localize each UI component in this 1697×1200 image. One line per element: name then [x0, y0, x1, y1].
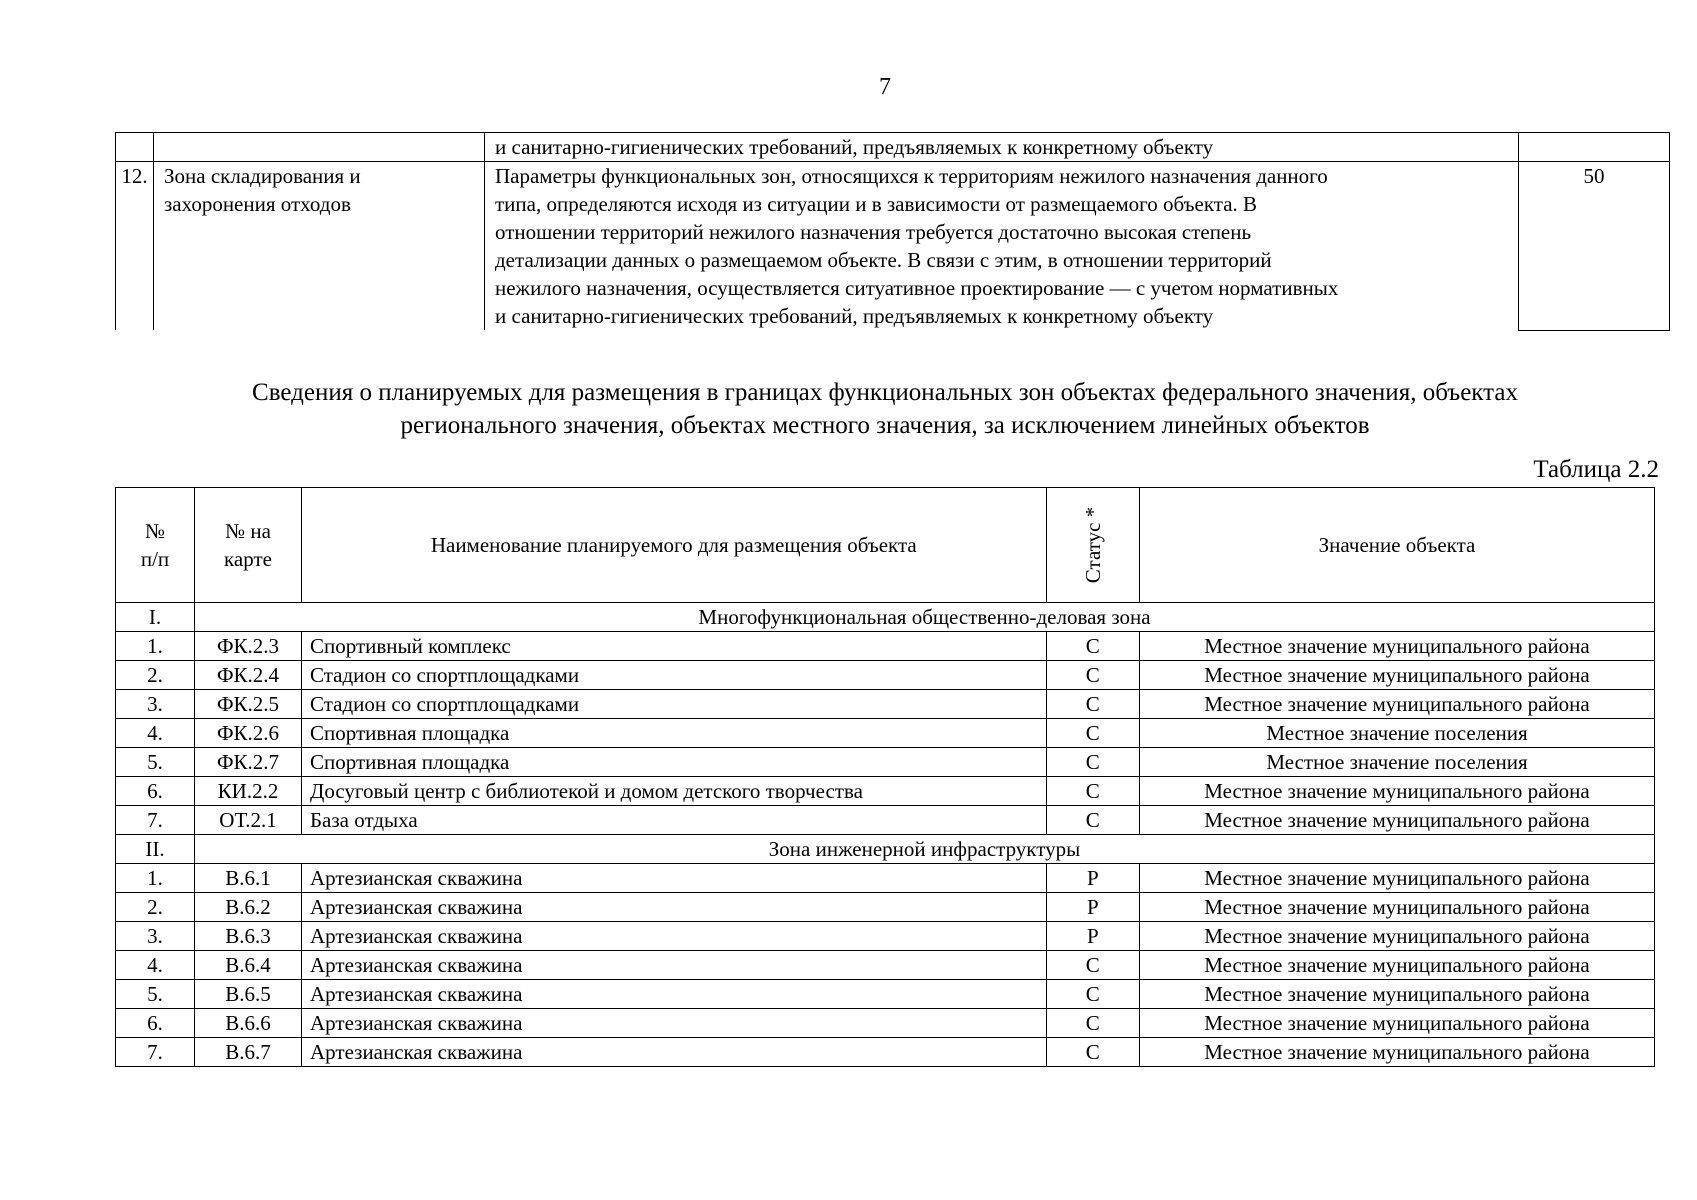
- object-status: С: [1046, 777, 1139, 806]
- table-row: [116, 1038, 1655, 1067]
- map-code: ФК.2.4: [195, 661, 302, 690]
- object-name: Артезианская скважина: [302, 1009, 1047, 1038]
- object-status: Р: [1046, 893, 1139, 922]
- section-title-cell: Зона инженерной инфраструктуры: [195, 835, 1655, 864]
- map-code: В.6.5: [195, 980, 302, 1009]
- header-value: Значение объекта: [1140, 488, 1655, 603]
- map-code: ОТ.2.1: [195, 806, 302, 835]
- object-status: С: [1046, 661, 1139, 690]
- object-value: Местное значение муниципального района: [1140, 980, 1655, 1009]
- map-code: ФК.2.5: [195, 690, 302, 719]
- object-status: С: [1046, 980, 1139, 1009]
- map-code: В.6.7: [195, 1038, 302, 1067]
- object-status: С: [1046, 951, 1139, 980]
- header-status: Статус *: [1046, 488, 1139, 603]
- object-name: Стадион со спортплощадками: [302, 661, 1047, 690]
- row-number: 7.: [116, 806, 195, 835]
- section-row: [116, 835, 1655, 864]
- table-row: [116, 951, 1655, 980]
- row-number: 4.: [116, 719, 195, 748]
- table-row: [116, 980, 1655, 1009]
- row-number: 2.: [116, 893, 195, 922]
- page-number: 7: [879, 74, 891, 100]
- table-row: [116, 719, 1655, 748]
- object-status: С: [1046, 1038, 1139, 1067]
- table-row: [116, 1009, 1655, 1038]
- object-name: База отдыха: [302, 806, 1047, 835]
- object-name: Артезианская скважина: [302, 1038, 1047, 1067]
- section-row: [116, 603, 1655, 632]
- object-name: Спортивная площадка: [302, 748, 1047, 777]
- continuation-table: [115, 132, 1670, 331]
- object-status: С: [1046, 806, 1139, 835]
- object-status: Р: [1046, 922, 1139, 951]
- section-title-cell: Многофункциональная общественно-деловая зона: [195, 603, 1655, 632]
- table-label: Таблица 2.2: [1533, 456, 1659, 483]
- object-status: Р: [1046, 864, 1139, 893]
- row-number: 6.: [116, 777, 195, 806]
- object-status: С: [1046, 719, 1139, 748]
- table-row: [116, 690, 1655, 719]
- object-status: С: [1046, 690, 1139, 719]
- table-row: [116, 922, 1655, 951]
- object-name: Спортивный комплекс: [302, 632, 1047, 661]
- object-name: Артезианская скважина: [302, 951, 1047, 980]
- section-number: I.: [116, 603, 195, 632]
- map-code: ФК.2.3: [195, 632, 302, 661]
- object-value: Местное значение поселения: [1140, 748, 1655, 777]
- row-number: 3.: [116, 690, 195, 719]
- object-value: Местное значение муниципального района: [1140, 1038, 1655, 1067]
- object-status: С: [1046, 1009, 1139, 1038]
- map-code: В.6.3: [195, 922, 302, 951]
- table-row: [116, 893, 1655, 922]
- map-code: ФК.2.6: [195, 719, 302, 748]
- object-name: Артезианская скважина: [302, 893, 1047, 922]
- object-value: Местное значение муниципального района: [1140, 951, 1655, 980]
- object-name: Артезианская скважина: [302, 922, 1047, 951]
- object-name: Стадион со спортплощадками: [302, 690, 1047, 719]
- map-code: КИ.2.2: [195, 777, 302, 806]
- map-code: ФК.2.7: [195, 748, 302, 777]
- row-number: 1.: [116, 632, 195, 661]
- row-number: 1.: [116, 864, 195, 893]
- continuation-row: [116, 133, 1670, 162]
- object-name: Спортивная площадка: [302, 719, 1047, 748]
- row-number: 5.: [116, 980, 195, 1009]
- zone-description: Параметры функциональных зон, относящихся к территориям нежилого назначения данного типа, определяются исходя из ситуации и в зависимости от размещаемого объекта. В отношении территорий нежилого назначения требуется достаточно высокая степень детализации данных о размещаемом объекте. В связи с этим, в отношении территорий нежилого назначения, осуществляется ситуативное проектирование — с учетом нормативных и санитарно-гигиенических требований, предъявляемых к конкретному объекту: [485, 162, 1519, 331]
- map-code: В.6.2: [195, 893, 302, 922]
- object-name: Досуговый центр с библиотекой и домом детского творчества: [302, 777, 1047, 806]
- header-name: Наименование планируемого для размещения объекта: [302, 488, 1047, 603]
- object-status: С: [1046, 632, 1139, 661]
- object-value: Местное значение муниципального района: [1140, 661, 1655, 690]
- object-value: Местное значение муниципального района: [1140, 690, 1655, 719]
- row-number: 4.: [116, 951, 195, 980]
- map-code: В.6.4: [195, 951, 302, 980]
- row-number: 6.: [116, 1009, 195, 1038]
- zone-value: 50: [1519, 162, 1670, 331]
- object-name: Артезианская скважина: [302, 980, 1047, 1009]
- section-number: II.: [116, 835, 195, 864]
- object-value: Местное значение муниципального района: [1140, 864, 1655, 893]
- map-code: В.6.6: [195, 1009, 302, 1038]
- continuation-text: и санитарно-гигиенических требований, предъявляемых к конкретному объекту: [485, 133, 1519, 162]
- row-number: 2.: [116, 661, 195, 690]
- table-header-row: [116, 488, 1655, 603]
- table-row: [116, 777, 1655, 806]
- section-title: Сведения о планируемых для размещения в границах функциональных зон объектах федерального значения, объектах регионального значения, объектах местного значения, за исключением линейных объектов: [252, 379, 1518, 439]
- zone-name: Зона складирования и захоронения отходов: [154, 162, 485, 331]
- table-row: [116, 748, 1655, 777]
- table-row: [116, 806, 1655, 835]
- table-row: [116, 632, 1655, 661]
- header-num: № п/п: [116, 488, 195, 603]
- row-number: 12.: [116, 162, 154, 331]
- row-number: 5.: [116, 748, 195, 777]
- table-row: [116, 864, 1655, 893]
- map-code: В.6.1: [195, 864, 302, 893]
- object-status: С: [1046, 748, 1139, 777]
- object-value: Местное значение муниципального района: [1140, 777, 1655, 806]
- object-name: Артезианская скважина: [302, 864, 1047, 893]
- object-value: Местное значение муниципального района: [1140, 893, 1655, 922]
- object-value: Местное значение поселения: [1140, 719, 1655, 748]
- table-row: [116, 661, 1655, 690]
- object-value: Местное значение муниципального района: [1140, 922, 1655, 951]
- header-map: № на карте: [195, 488, 302, 603]
- row-number: 7.: [116, 1038, 195, 1067]
- object-value: Местное значение муниципального района: [1140, 632, 1655, 661]
- row-number: 3.: [116, 922, 195, 951]
- table-row: [116, 162, 1670, 331]
- object-value: Местное значение муниципального района: [1140, 1009, 1655, 1038]
- object-value: Местное значение муниципального района: [1140, 806, 1655, 835]
- objects-table: [115, 487, 1655, 1067]
